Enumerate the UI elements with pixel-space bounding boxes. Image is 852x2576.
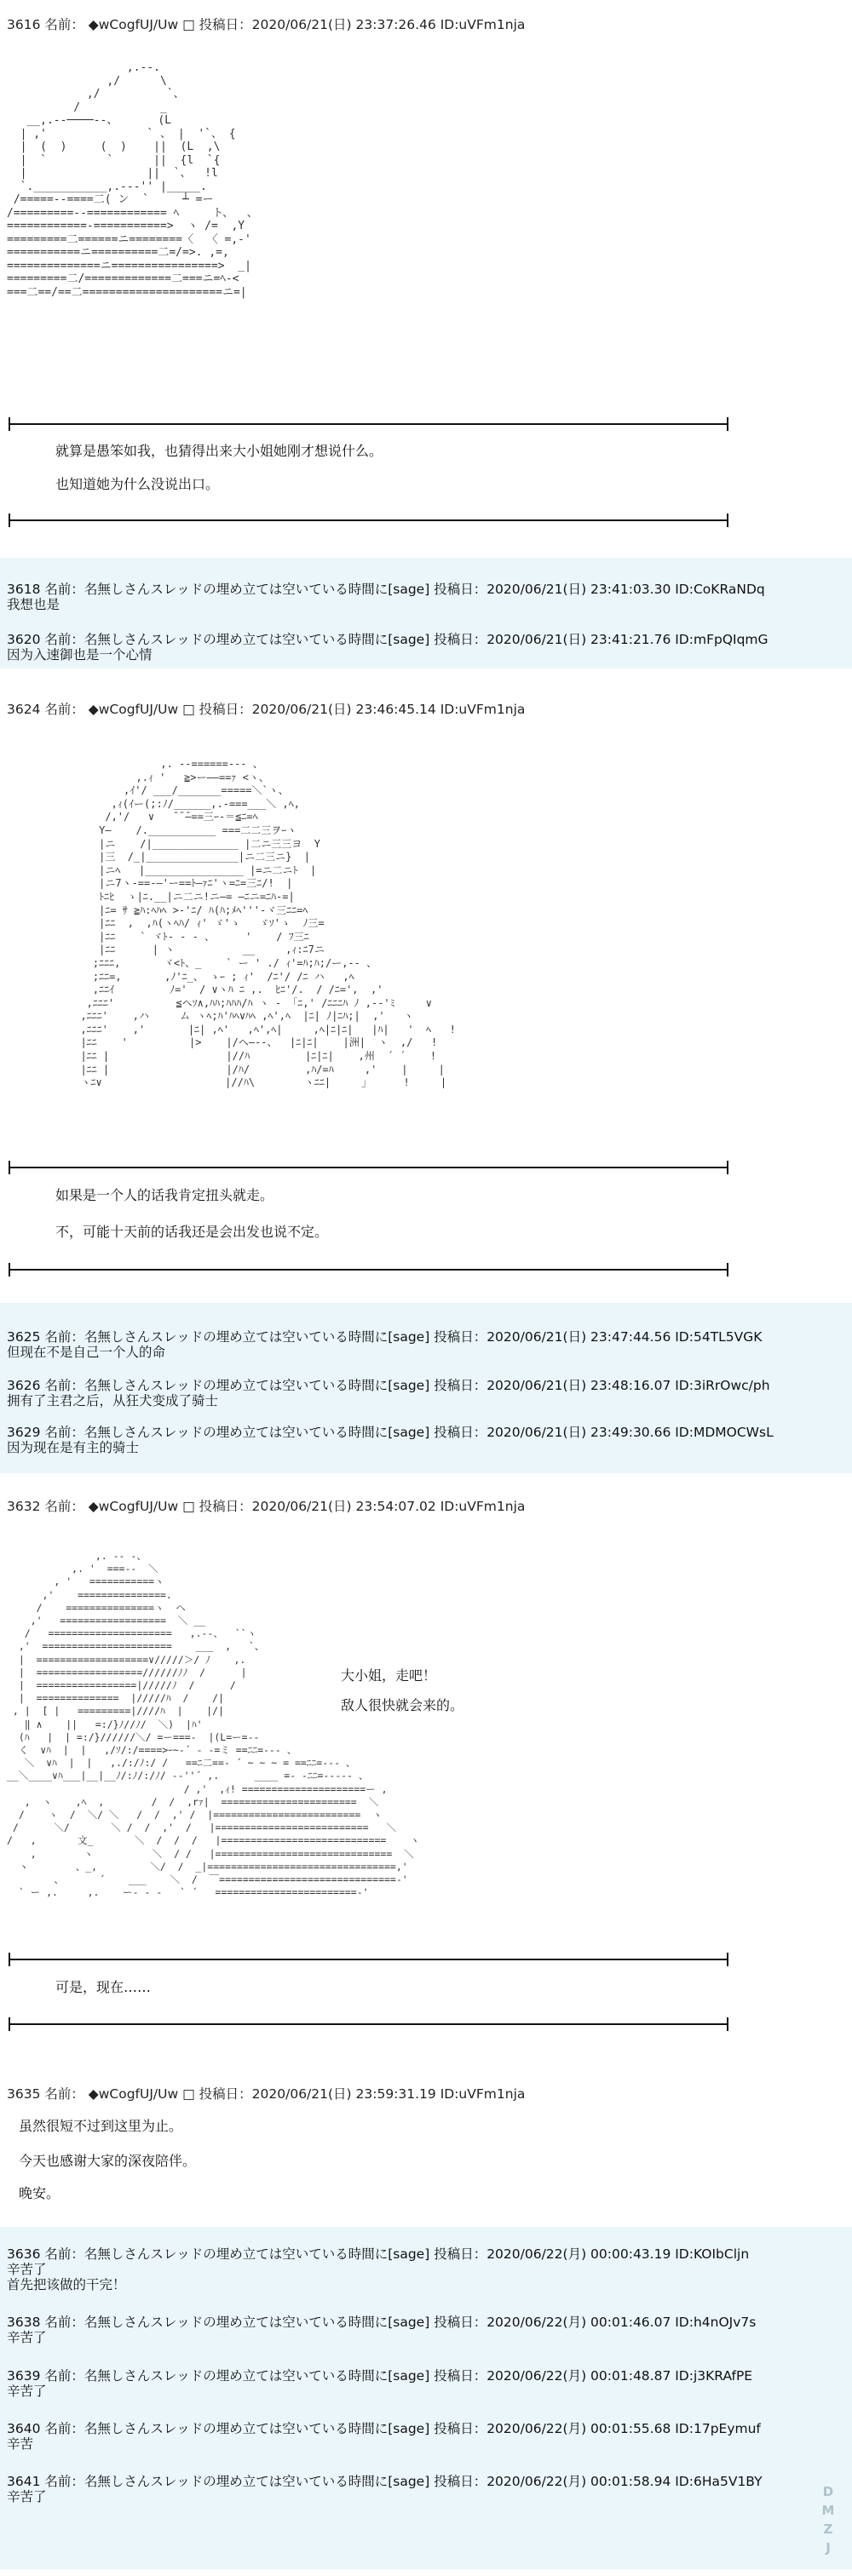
post-body-3620: 因为入速御也是一个心情: [7, 647, 153, 663]
narration-line: 可是，现在……: [55, 1979, 152, 1995]
ascii-art-hat-figure: ,.--. ,/ \ ,/ `、 / _ __,.-‐────‐-、 (L | ,' ` 、 | '`、 { | ( ) ( ) || (L ,\ | ` ` || {l `{ | || `、 !l `.___________,.--‐'' |_____. /=====-‐====二( ン ` ┴ =ー /=========-‐============ ﾍ ト、 、 ============-===========> ヽ /= ,Y =========二======ニ========〈 〈 =,-' ===========ニ==========二=/=>. ,=, ==============ニ================> _| =========二/=============二===ニ=ﾍ-< ===二==/==二=====================ニ=|: [7, 61, 258, 299]
post-header-3618: 3618 名前：名無しさんスレッドの埋め立ては空いている時間に[sage] 投稿日：2020/06/21(日) 23:41:03.30 ID:CoKRaNDq: [7, 582, 765, 597]
post-header-3620: 3620 名前：名無しさんスレッドの埋め立ては空いている時間に[sage] 投稿日：2020/06/21(日) 23:41:21.76 ID:mFpQIqmG: [7, 632, 769, 647]
dmzj-watermark-logo: [811, 2481, 845, 2566]
narration-line: 也知道她为什么没说出口。: [55, 476, 220, 492]
reply-band: [0, 2227, 852, 2569]
svg-text:J: J: [826, 2540, 831, 2556]
ascii-art-running-figure: ,. -‐ -、 ,. ' ===‐- ＼ , ' ===========ヽ ,' ===============. / ===============ヽ ヘ ,' ================== ＼ __ / ===================== ,.‐-、 ``ヽ ,' ====================== ___ , `、 | ===================∨/////＞/ ﾉ ,. | ==================//////ﾉﾉ / | | =================|/////ﾉ / / | ============== |/////ﾊ / /| , | [ | =========|////ﾊ | |/| ‖ ∧ || =:/}ﾉ//ﾉ/ ＼) |ﾊ' (ﾊ | | =:/}//////＼/ =ー===‐ |(L=ー=-‐ く ∨ﾊ | | ,/ｿ/:/====>ｰ~‐´ ‐ -=ミ ==ﾆﾆ=‐-- 、 ＼ ∨ﾊ | | ,./:/ﾉ:/ / ==ﾆ二==- ´ ~ ~ ~ = ==ﾆﾆ=‐-- 、 __＼____∨ﾊ___|__|__ﾉ/:ﾉ/:/ﾉ/ -‐''´ ,. ____ =‐ -ﾆﾆ=-‐‐-- 、 / ,' ,ｨ! =====================ー , , ヽ ,ﾍ , / / ,rｧ| ======================= ＼ / ヽ / ＼/ ＼ / / ,' / |========================= ヽ / ＼/ ＼ / / ,' / |========================== ＼ / , 文_ ＼ / / / |============================ ヽ , ヽ ＼ / / |============================== ＼ ヽ 、_, ＼/ / _|================================,' 、 ´ ___ ＼ / ￣==============================‐' ` ー ,. ,. ー‐ - ‐ ` ´ ========================‐': [7, 1550, 420, 1899]
separator-rule: [9, 423, 728, 425]
post-header-3625: 3625 名前：名無しさんスレッドの埋め立ては空いている時間に[sage] 投稿日：2020/06/21(日) 23:47:44.56 ID:54TL5VGK: [7, 1329, 763, 1345]
narration-line: 不，可能十天前的话我还是会出发也说不定。: [55, 1224, 329, 1240]
ascii-art-helmet-knight: ,. -‐======-‐- 、 ,.ｨ ' ≧>ー――==ｧ <ヽ、 ,ｲ'/ ___/_______=====＼`ヽ、 ,ｨ(ｲー(;:ﾉ/______,.-===___＼ ,ﾍ, /,'/ ∨ ̄ ̄ ̄―==三ｰ‐＝≦ﾆ=ﾍ Y― /.___________ ===二二三ヲｰヽ |ニ /|______________ |二ニ三三ヨ Y |三 /_|_______________|ニ二三ニ} | |ニﾍ |________________ |=ニ二ニﾄ | |ニ7ヽ‐==‐―'ー==ﾄ―ｧﾆ'ヽ=ﾆ=三ﾆ/! | ﾄﾆﾋ ゝ|ﾆ.__|ニ二ニ!ニ―= ―ﾆニ=ﾆﾊ-=| |ﾆ= ｻ ≧ﾊ:ﾍﾊﾍ >‐'ﾆ/ ﾊ(ﾊ;ﾒﾍ'''‐ヾ三ﾆﾆ=ﾍ |ﾆﾆ , ,ﾊ(ヽﾍﾊ/ ｨ' ゞ'ゝ ゞｿ'ゝ ﾉ三= |ﾆﾆ ` ヾﾄ‐ - - 、 ' / ﾌ三ﾆ |ﾆﾆ | ヽ __ ,ｨ:ﾆ7ニ ;ﾆﾆﾆ, ヾ<ﾄ、_ ` ー ' ./ ｨ'=ﾊ;ﾊ;/ー,-- 、 ;ﾆﾆ=, ,ﾉ'ﾆ_、 ゝｰ ; ｨ' /ﾆ'/ /ﾆ ハ ,ﾍ ,ﾆﾆｲ ﾉ=' / ∨ヽﾊ ﾆ ,. ﾋﾆ'/. / /ﾆ=', ,' ,ﾆﾆﾆ' ≦ヘｿ∧,ﾊﾊ;ﾊﾊﾊ/ﾊ ヽ ‐ 「ﾆ,' /ﾆﾆﾆﾊ ﾉ ,-‐'ﾐ ∨ ,ﾆﾆﾆ' ,ハ ム ヽﾍ;ﾊ'ﾊﾍ∨ﾊﾍ ,ﾍ',ﾍ |ﾆ| ﾉ|ﾆﾊ;| ,' ヽ ,ﾆﾆﾆ' ,' |ﾆ| ,ﾍ' ,ﾍ',ﾍ| ,ﾍ|ﾆ|ﾆ| |ﾊ| ' ﾍ ! |ﾆﾆ ' |> |/ヘ―‐-、 |ﾆ|ﾆ| |洲| ヽ ,/ ! |ﾆﾆ | |//ﾊ |ﾆ|ﾆ| ,州 ´ ´ ! |ﾆﾆ | |/ﾊ/ ,ﾊ/=ﾊ ,' | | ヽﾆ∨ |//ﾊ\ ヽﾆﾆ| ｣ ! |: [80, 758, 456, 1089]
separator-rule: [9, 1269, 728, 1271]
post-body-3626: 拥有了主君之后，从狂犬变成了骑士: [7, 1393, 219, 1408]
post-header-3632: 3632 名前： ◆wCogfUJ/Uw □ 投稿日：2020/06/21(日) 23:54:07.02 ID:uVFm1nja: [7, 1499, 526, 1514]
post-header-3639: 3639 名前：名無しさんスレッドの埋め立ては空いている時間に[sage] 投稿日：2020/06/22(月) 00:01:48.87 ID:j3KRAfPE: [7, 2368, 753, 2384]
narration-line: 如果是一个人的话我肯定扭头就走。: [55, 1187, 274, 1203]
post-header-3624: 3624 名前： ◆wCogfUJ/Uw □ 投稿日：2020/06/21(日) 23:46:45.14 ID:uVFm1nja: [7, 702, 526, 717]
narration-line: 今天也感谢大家的深夜陪伴。: [19, 2153, 197, 2169]
speech-line: 大小姐，走吧！: [341, 1667, 437, 1684]
post-header-3641: 3641 名前：名無しさんスレッドの埋め立ては空いている時間に[sage] 投稿日：2020/06/22(月) 00:01:58.94 ID:6Ha5V1BY: [7, 2474, 763, 2489]
post-header-3638: 3638 名前：名無しさんスレッドの埋め立ては空いている時間に[sage] 投稿日：2020/06/22(月) 00:01:46.07 ID:h4nOJv7s: [7, 2315, 757, 2330]
separator-rule: [9, 2023, 728, 2025]
svg-text:Z: Z: [823, 2521, 833, 2537]
speech-line: 敌人很快就会来的。: [341, 1697, 464, 1713]
post-body-3640: 辛苦: [7, 2436, 34, 2452]
post-header-3640: 3640 名前：名無しさんスレッドの埋め立ては空いている時間に[sage] 投稿日：2020/06/22(月) 00:01:55.68 ID:17pEymuf: [7, 2421, 761, 2436]
post-body-3618: 我想也是: [7, 597, 60, 612]
svg-text:D: D: [822, 2484, 834, 2499]
narration-line: 晚安。: [19, 2185, 60, 2201]
separator-rule: [9, 519, 728, 521]
svg-text:M: M: [821, 2503, 835, 2518]
post-body-3639: 辛苦了: [7, 2384, 47, 2399]
post-body-3629: 因为现在是有主的骑士: [7, 1440, 140, 1455]
post-body-3636: 辛苦了: [7, 2262, 47, 2277]
post-body-3625: 但现在不是自己一个人的命: [7, 1345, 166, 1360]
separator-rule: [9, 1167, 728, 1168]
post-header-3616: 3616 名前： ◆wCogfUJ/Uw □ 投稿日：2020/06/21(日) 23:37:26.46 ID:uVFm1nja: [7, 17, 526, 32]
post-header-3629: 3629 名前：名無しさんスレッドの埋め立ては空いている時間に[sage] 投稿日：2020/06/21(日) 23:49:30.66 ID:MDMOCWsL: [7, 1425, 774, 1440]
post-body-3641: 辛苦了: [7, 2489, 47, 2504]
narration-line: 就算是愚笨如我，也猜得出来大小姐她刚才想说什么。: [55, 443, 383, 459]
post-header-3636: 3636 名前：名無しさんスレッドの埋め立ては空いている時間に[sage] 投稿日：2020/06/22(月) 00:00:43.19 ID:KOIbCljn: [7, 2246, 750, 2262]
post-header-3626: 3626 名前：名無しさんスレッドの埋め立ては空いている時間に[sage] 投稿日：2020/06/21(日) 23:48:16.07 ID:3iRrOwc/ph: [7, 1378, 770, 1393]
post-body-3636: 首先把该做的干完！: [7, 2277, 126, 2292]
post-body-3638: 辛苦了: [7, 2330, 47, 2345]
separator-rule: [9, 1959, 728, 1960]
post-header-3635: 3635 名前： ◆wCogfUJ/Uw □ 投稿日：2020/06/21(日) 23:59:31.19 ID:uVFm1nja: [7, 2086, 526, 2102]
narration-line: 虽然很短不过到这里为止。: [19, 2118, 183, 2134]
